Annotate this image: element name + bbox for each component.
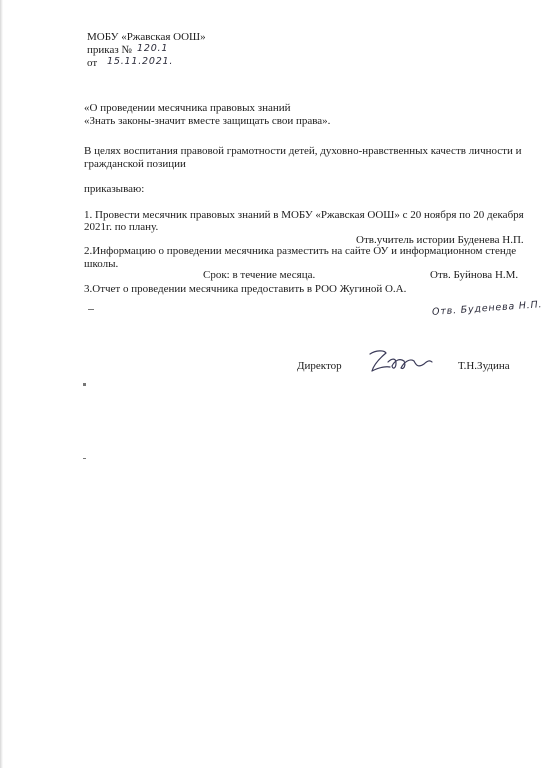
scan-mark: [88, 309, 94, 310]
scan-edge-shadow: [0, 0, 3, 768]
order-title-line-2: «Знать законы-значит вместе защищать свои права».: [84, 115, 331, 127]
org-name: МОБУ «Ржавская ООШ»: [87, 31, 206, 43]
director-signature: [366, 344, 436, 378]
order-word: приказываю:: [84, 183, 145, 195]
date-label: от: [87, 57, 98, 69]
item-3-line-1: 3.Отчет о проведении месячника предоставить в РОО Жугиной О.А.: [84, 283, 407, 295]
signature-position: Директор: [297, 360, 342, 372]
item-2-responsible: Отв. Буйнова Н.М.: [430, 269, 519, 281]
preamble-line-2: гражданской позиции: [84, 158, 186, 170]
order-label: приказ №: [87, 44, 132, 56]
item-1-responsible: Отв.учитель истории Буденева Н.П.: [356, 234, 524, 246]
handwritten-responsible-note: Отв. Буденева Н.П.: [431, 299, 543, 318]
preamble-line-1: В целях воспитания правовой грамотности детей, духовно-нравственных качеств личности и: [84, 145, 522, 157]
date-handwritten: 15.11.2021.: [107, 56, 174, 67]
scan-mark: [83, 383, 86, 386]
order-title-line-1: «О проведении месячника правовых знаний: [84, 102, 291, 114]
item-2-deadline: Срок: в течение месяца.: [203, 269, 316, 281]
item-2-line-2: школы.: [84, 258, 119, 270]
item-1-line-2: 2021г. по плану.: [84, 221, 159, 233]
item-2-line-1: 2.Информацию о проведении месячника разместить на сайте ОУ и информационном стенде: [84, 245, 517, 257]
signature-name: Т.Н.Зудина: [458, 360, 510, 372]
scan-mark: [83, 458, 86, 459]
order-number-handwritten: 120.1: [137, 43, 169, 54]
item-1-line-1: 1. Провести месячник правовых знаний в МОБУ «Ржавская ООШ» с 20 ноября по 20 декабря: [84, 209, 524, 221]
